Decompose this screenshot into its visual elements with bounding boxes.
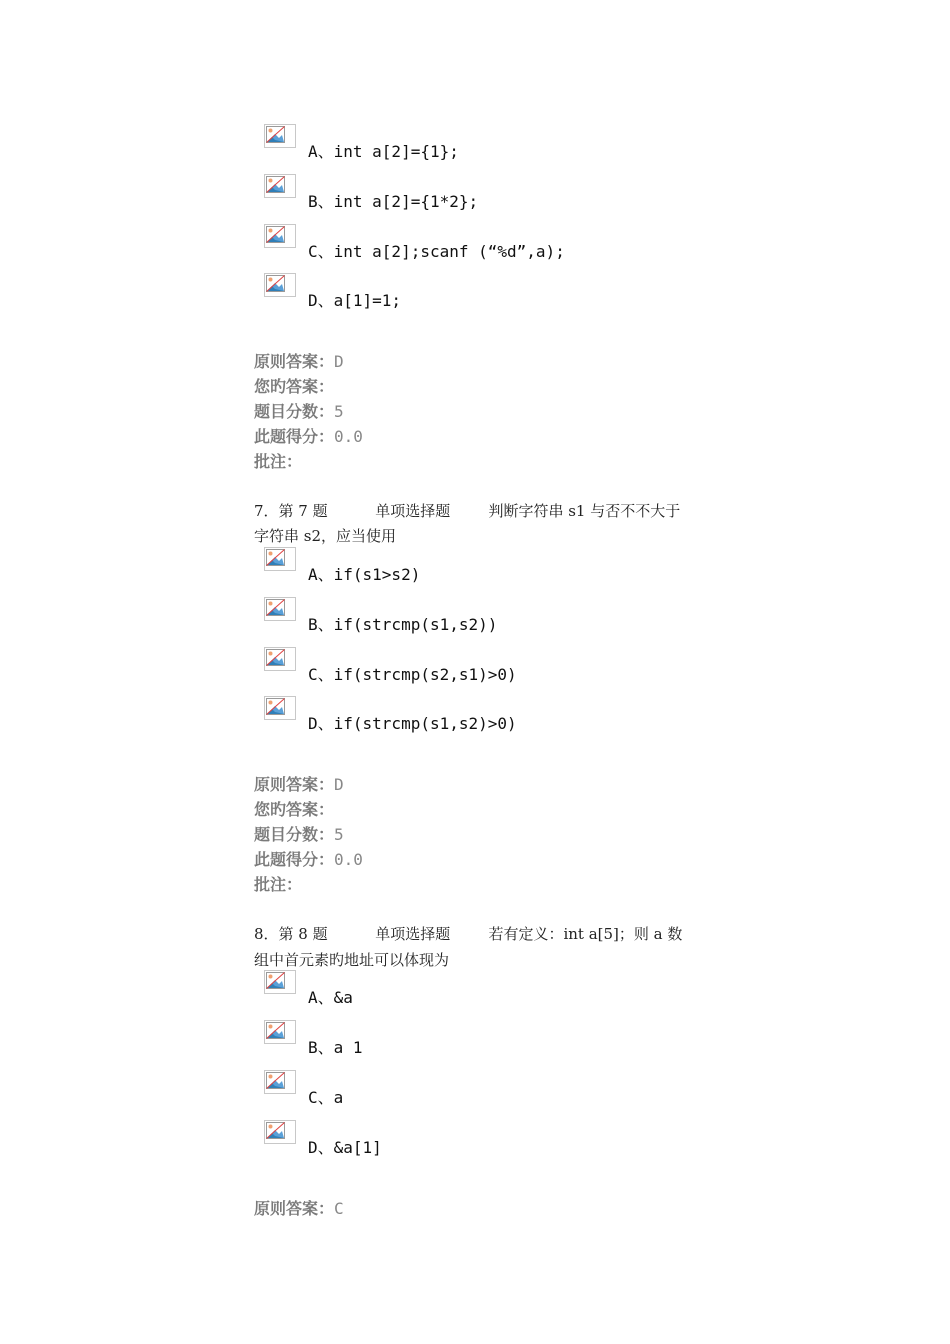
your-answer: 您旳答案： — [254, 800, 335, 819]
standard-answer: 原则答案：D — [254, 775, 344, 794]
option-q8-b[interactable]: B、a 1 — [264, 1020, 764, 1054]
option-q8-c[interactable]: C、a — [264, 1070, 764, 1104]
broken-image-icon — [264, 273, 296, 297]
option-q8-d[interactable]: D、&a[1] — [264, 1120, 764, 1154]
question-8-header-line2: 组中首元素旳地址可以体现为 — [254, 951, 450, 969]
earned-score: 此题得分：0.0 — [254, 427, 363, 446]
broken-image-icon — [264, 1020, 296, 1044]
your-answer: 您旳答案： — [254, 377, 335, 396]
standard-answer: 原则答案：C — [254, 1199, 344, 1218]
option-q6-b[interactable]: B、int a[2]={1*2}; — [264, 174, 764, 208]
question-7-header-line2: 字符串 s2，应当使用 — [254, 527, 397, 545]
question-score: 题目分数：5 — [254, 402, 344, 421]
earned-score: 此题得分：0.0 — [254, 850, 363, 869]
option-q6-d[interactable]: D、a[1]=1; — [264, 273, 764, 307]
option-q6-c[interactable]: C、int a[2];scanf (“%d”,a); — [264, 224, 764, 258]
option-q7-a[interactable]: A、if(s1>s2) — [264, 547, 764, 581]
option-q7-c[interactable]: C、if(strcmp(s2,s1)>0) — [264, 647, 764, 681]
broken-image-icon — [264, 224, 296, 248]
question-7-header-line1: 7．第 7 题 单项选择题 判断字符串 s1 与否不不大于 — [254, 502, 681, 520]
question-score: 题目分数：5 — [254, 825, 344, 844]
broken-image-icon — [264, 124, 296, 148]
annotation: 批注： — [254, 875, 303, 894]
broken-image-icon — [264, 647, 296, 671]
option-q6-a[interactable]: A、int a[2]={1}; — [264, 124, 764, 158]
broken-image-icon — [264, 547, 296, 571]
option-q7-d[interactable]: D、if(strcmp(s1,s2)>0) — [264, 696, 764, 730]
option-q8-a[interactable]: A、&a — [264, 970, 764, 1004]
broken-image-icon — [264, 174, 296, 198]
broken-image-icon — [264, 597, 296, 621]
option-q7-b[interactable]: B、if(strcmp(s1,s2)) — [264, 597, 764, 631]
question-8-header-line1: 8．第 8 题 单项选择题 若有定义：int a[5]；则 a 数 — [254, 925, 683, 943]
broken-image-icon — [264, 1070, 296, 1094]
standard-answer: 原则答案：D — [254, 352, 344, 371]
broken-image-icon — [264, 696, 296, 720]
broken-image-icon — [264, 1120, 296, 1144]
broken-image-icon — [264, 970, 296, 994]
annotation: 批注： — [254, 452, 303, 471]
